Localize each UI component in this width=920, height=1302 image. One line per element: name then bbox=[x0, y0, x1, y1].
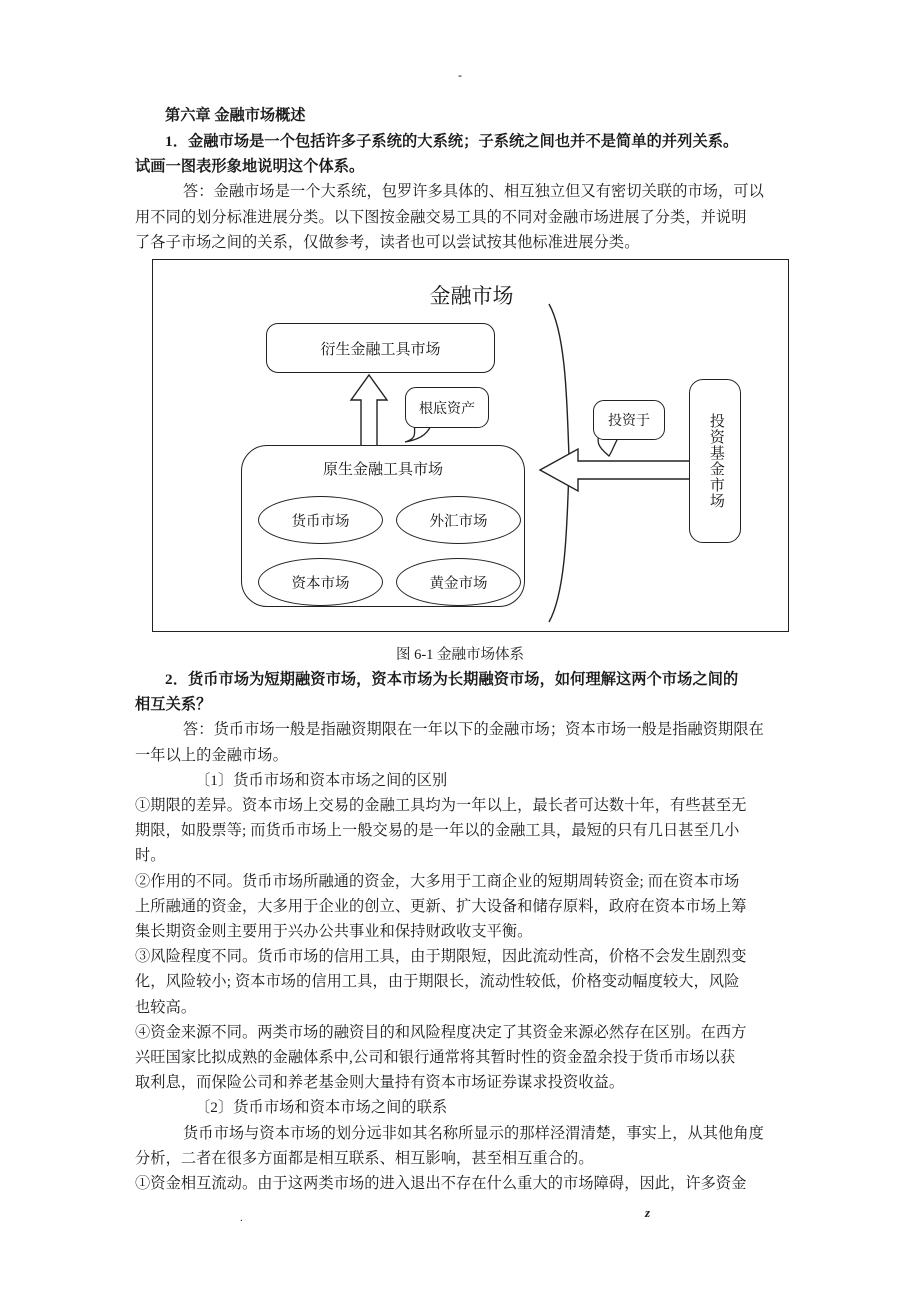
question-1-prompt-line-1: 1．金融市场是一个包括许多子系统的大系统；子系统之间也并不是简单的并列关系。 bbox=[165, 133, 739, 150]
gold-market-ellipse bbox=[396, 558, 521, 606]
section-1-item-1: ①期限的差异。资本市场上交易的金融工具均为一年以上，最长者可达数十年，有些甚至无 bbox=[135, 797, 747, 815]
section-1-item-12: 取利息，而保险公司和养老基金则大量持有资本市场证券谋求投资收益。 bbox=[135, 1074, 625, 1092]
section-1-item-11: 兴旺国家比拟成熟的金融体系中,公司和银行通常将其暂时性的资金盈余投于货币市场以获 bbox=[135, 1049, 736, 1067]
forex-market-label: 外汇市场 bbox=[429, 513, 488, 530]
section-1-item-10: ④资金来源不同。两类市场的融资目的和风险程度决定了其资金来源必然存在区别。在西方 bbox=[135, 1023, 747, 1041]
money-market-ellipse bbox=[258, 496, 383, 544]
question-1-answer-line-1: 答：金融市场是一个大系统，包罗许多具体的、相互独立但又有密切关联的市场，可以 bbox=[183, 183, 764, 201]
question-2-prompt-line-1: 2．货币市场为短期融资市场，资本市场为长期融资市场，如何理解这两个市场之间的 bbox=[165, 671, 739, 689]
fund-market-box bbox=[689, 379, 741, 543]
section-1-heading: 〔1〕货币市场和资本市场之间的区别 bbox=[195, 771, 448, 789]
forex-market-ellipse bbox=[396, 496, 521, 544]
diagram-title: 金融市场 bbox=[429, 284, 514, 308]
primary-market-label: 原生金融工具市场 bbox=[322, 462, 443, 478]
footer-left-mark: . bbox=[240, 1212, 243, 1224]
derivative-market-box bbox=[266, 323, 495, 373]
section-1-item-8: 化，风险较小; 资本市场的信用工具，由于期限长，流动性较低，价格变动幅度较大，风险 bbox=[135, 973, 740, 991]
section-2-item-1: 货币市场与资本市场的划分远非如其名称所显示的那样泾渭清楚，事实上，从其他角度 bbox=[183, 1124, 764, 1142]
chapter-title: 第六章 金融市场概述 bbox=[165, 107, 306, 124]
question-1-answer-line-3: 了各子市场之间的关系，仅做参考，读者也可以尝试按其他标准进展分类。 bbox=[135, 233, 640, 251]
section-1-item-7: ③风险程度不同。货币市场的信用工具，由于期限短，因此流动性高，价格不会发生剧烈变 bbox=[135, 948, 747, 966]
question-1-answer-line-2: 用不同的划分标准进展分类。以下图按金融交易工具的不同对金融市场进展了分类，并说明 bbox=[135, 208, 747, 226]
question-2-answer-line-2: 一年以上的金融市场。 bbox=[135, 746, 288, 764]
section-1-item-2: 期限，如股票等; 而货币市场上一般交易的是一年以的金融工具，最短的只有几日甚至几小 bbox=[135, 822, 740, 840]
question-2-answer-line-1: 答：货币市场一般是指融资期限在一年以下的金融市场；资本市场一般是指融资期限在 bbox=[183, 721, 764, 739]
financial-market-diagram bbox=[152, 259, 789, 632]
left-arrow-icon bbox=[538, 446, 693, 494]
section-1-item-3: 时。 bbox=[135, 847, 166, 865]
section-2-heading: 〔2〕货币市场和资本市场之间的联系 bbox=[195, 1099, 448, 1117]
page-header-mark: - bbox=[458, 68, 462, 82]
capital-market-label: 资本市场 bbox=[291, 575, 350, 592]
question-1-prompt-line-2: 试画一图表形象地说明这个体系。 bbox=[135, 158, 365, 176]
footer-right-mark: z bbox=[645, 1205, 651, 1220]
question-2-prompt-line-2: 相互关系？ bbox=[135, 696, 212, 714]
invest-in-callout bbox=[593, 400, 665, 440]
section-1-item-4: ②作用的不同。货币市场所融通的资金，大多用于工商企业的短期周转资金; 而在资本市场 bbox=[135, 872, 740, 890]
money-market-label: 货币市场 bbox=[291, 513, 350, 530]
base-asset-callout bbox=[405, 387, 489, 428]
section-1-item-5: 上所融通的资金，大多用于企业的创立、更新、扩大设备和储存原料，政府在资本市场上筹 bbox=[135, 897, 747, 915]
derivative-market-label: 衍生金融工具市场 bbox=[320, 341, 441, 358]
fund-market-label: 投资基金市场 bbox=[707, 413, 724, 509]
figure-caption: 图 6-1 金融市场体系 bbox=[395, 647, 525, 664]
invest-in-label: 投资于 bbox=[608, 414, 650, 429]
gold-market-label: 黄金市场 bbox=[429, 575, 488, 592]
base-asset-label: 根底资产 bbox=[419, 401, 475, 417]
up-arrow-icon bbox=[349, 373, 389, 449]
section-1-item-6: 集长期资金则主要用于兴办公共事业和保持财政收支平衡。 bbox=[135, 923, 533, 941]
section-1-item-9: 也较高。 bbox=[135, 998, 197, 1016]
capital-market-ellipse bbox=[258, 558, 383, 606]
section-2-item-2: 分析，二者在很多方面都是相互联系、相互影响，甚至相互重合的。 bbox=[135, 1149, 594, 1167]
section-2-item-3: ①资金相互流动。由于这两类市场的进入退出不存在什么重大的市场障碍，因此，许多资金 bbox=[135, 1175, 747, 1193]
